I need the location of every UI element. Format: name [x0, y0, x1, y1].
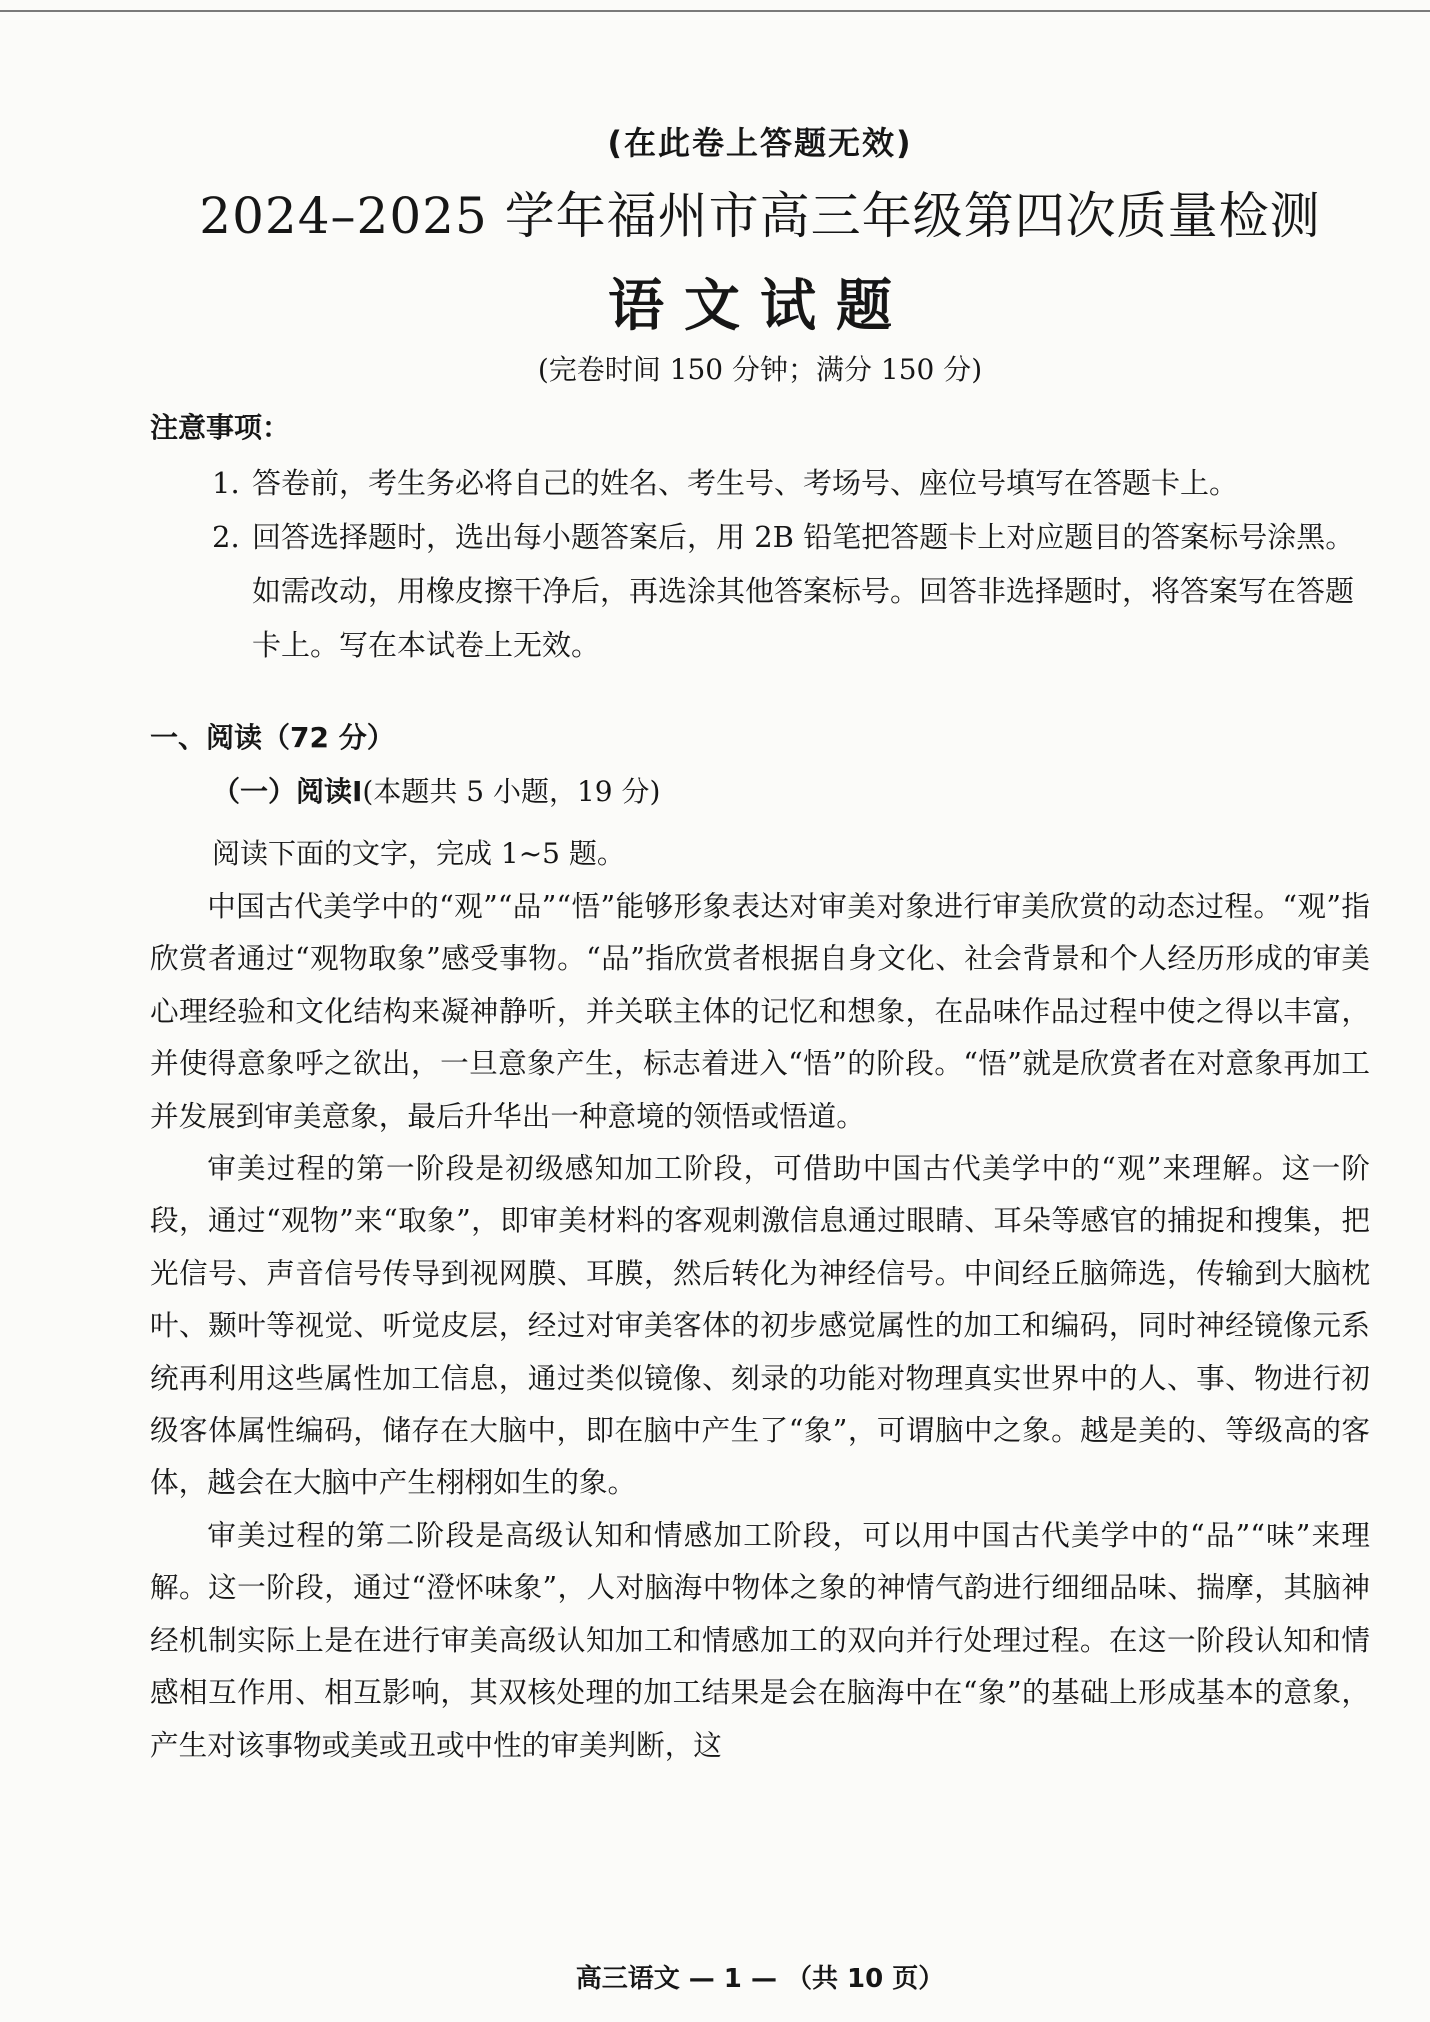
reading-passage — [150, 880, 1370, 1771]
section-heading: 一、阅读（72 分） — [150, 721, 395, 754]
notice-item-1 — [212, 456, 1372, 510]
invalid-answer-note: (在此卷上答题无效) — [607, 124, 913, 162]
page-footer: 高三语文 — 1 — （共 10 页） — [575, 1964, 945, 1994]
passage-paragraph: 审美过程的第一阶段是初级感知加工阶段，可借助中国古代美学中的“观”来理解。这一阶段，通过“观物”来“取象”，即审美材料的客观刺激信息通过眼睛、耳朵等感官的捕捉和搜集，把光信号、声音信号传导到视网膜、耳膜，然后转化为神经信号。中间经丘脑筛选，传输到大脑枕叶、颞叶等视觉、听觉皮层，经过对审美客体的初步感觉属性的加工和编码，同时神经镜像元系统再利用这些属性加工信息，通过类似镜像、刻录的功能对物理真实世界中的人、事、物进行初级客体属性编码，储存在大脑中，即在脑中产生了“象”，可谓脑中之象。越是美的、等级高的客体，越会在大脑中产生栩栩如生的象。 — [150, 1151, 1370, 1500]
notice-item-2 — [212, 510, 1372, 672]
passage-paragraph: 审美过程的第二阶段是高级认知和情感加工阶段，可以用中国古代美学中的“品”“味”来理解。这一阶段，通过“澄怀味象”，人对脑海中物体之象的神情气韵进行细细品味、揣摩，其脑神经机制实际上是在进行审美高级认知加工和情感加工的双向并行处理过程。在这一阶段认知和情感相互作用、相互影响，其双核处理的加工结果是会在脑海中在“象”的基础上形成基本的意象，产生对该事物或美或丑或中性的审美判断，这 — [150, 1517, 1370, 1762]
exam-duration: (完卷时间 150 分钟；满分 150 分) — [537, 353, 983, 386]
passage-paragraph: 中国古代美学中的“观”“品”“悟”能够形象表达对审美对象进行审美欣赏的动态过程。“观”指欣赏者通过“观物取象”感受事物。“品”指欣赏者根据自身文化、社会背景和个人经历形成的审美心理经验和文化结构来凝神静听，并关联主体的记忆和想象，在品味作品过程中使之得以丰富，并使得意象呼之欲出，一旦意象产生，标志着进入“悟”的阶段。“悟”就是欣赏者在对意象再加工并发展到审美意象，最后升华出一种意境的领悟或悟道。 — [150, 889, 1370, 1133]
notice-item-text: 回答选择题时，选出每小题答案后，用 2B 铅笔把答题卡上对应题目的答案标号涂黑。如需改动，用橡皮擦干净后，再选涂其他答案标号。回答非选择题时，将答案写在答题卡上。写在本试卷上无效。 — [252, 520, 1355, 662]
notice-item-number: 1. — [212, 466, 240, 500]
exam-title: 2024–2025 学年福州市高三年级第四次质量检测 — [199, 187, 1321, 245]
notice-item-text: 答卷前，考生务必将自己的姓名、考生号、考场号、座位号填写在答题卡上。 — [252, 466, 1239, 500]
subsection-label: （一）阅读Ⅰ — [212, 775, 363, 808]
subsection-heading — [212, 770, 660, 810]
exam-page — [150, 0, 1370, 2022]
notice-heading: 注意事项： — [150, 411, 291, 444]
notice-item-number: 2. — [212, 520, 240, 554]
subject-title: 语文试题 — [608, 274, 912, 339]
subsection-detail: (本题共 5 小题，19 分) — [362, 775, 661, 808]
reading-instruction: 阅读下面的文字，完成 1~5 题。 — [212, 837, 625, 870]
